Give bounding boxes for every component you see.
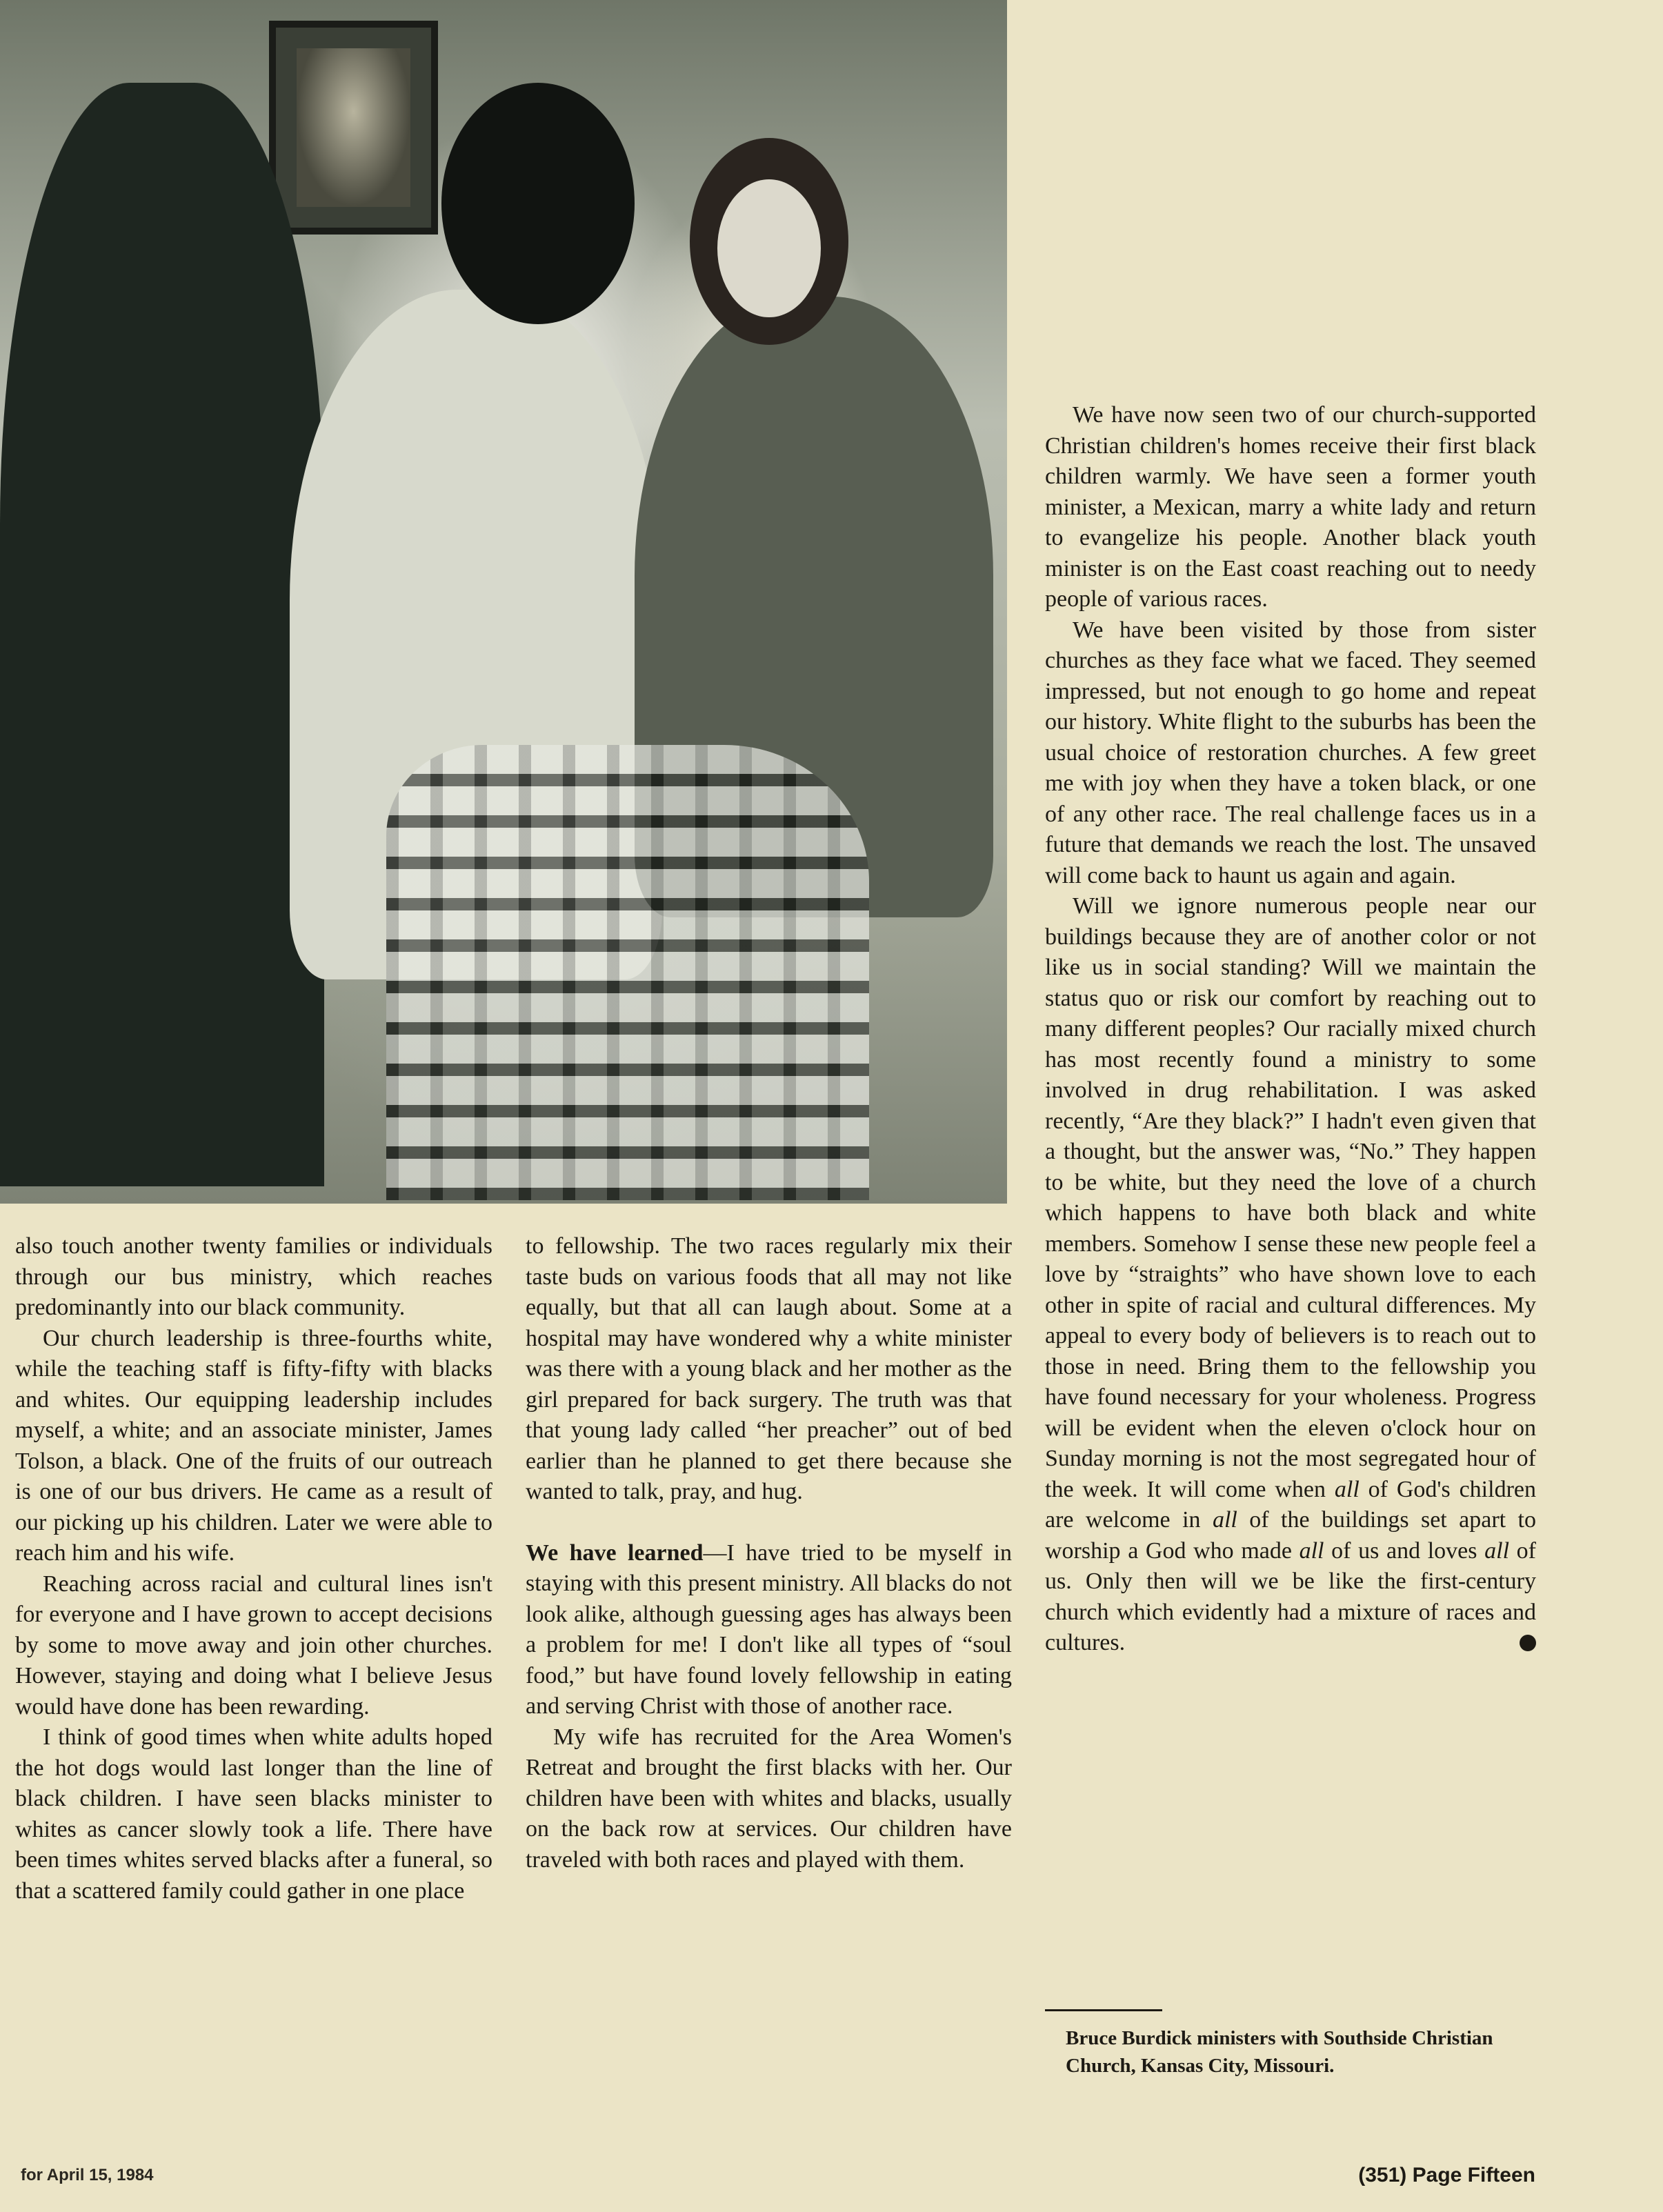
end-of-article-bullet-icon <box>1520 1635 1536 1651</box>
article-photo <box>0 0 1007 1204</box>
paragraph: also touch another twenty families or individuals through our bus ministry, which reaches predominantly into our black community. <box>15 1233 492 1320</box>
middle-column <box>526 1231 1012 1875</box>
left-column <box>15 1231 492 1906</box>
paragraph-we-have-learned <box>526 1538 1012 1722</box>
paragraph: I think of good times when white adults hoped the hot dogs would last longer than the line of black children. I have seen blacks minister to whites as cancer slowly took a life. There have been times whites served blacks after a funeral, so that a scattered family could gather in one place <box>15 1724 492 1904</box>
emphasis: all <box>1299 1537 1324 1564</box>
paragraph: We have now seen two of our church-supported Christian children's homes receive their first black children warmly. We have seen a former youth minister, a Mexican, marry a white lady and return to evangelize his people. Another black youth minister is on the East coast reaching out to needy people of various races. <box>1045 402 1536 612</box>
right-column <box>1045 400 1536 1659</box>
subhead: We have learned <box>526 1540 704 1566</box>
man-head <box>441 83 635 324</box>
emphasis: all <box>1212 1507 1237 1533</box>
woman-face <box>717 179 821 317</box>
text-run: of us. Only then will we be like the first-century church which evidently had a mixture of races and cultures. <box>1045 1537 1536 1655</box>
emphasis: all <box>1484 1537 1510 1564</box>
author-bio: Bruce Burdick ministers with Southside Christian Church, Kansas City, Missouri. <box>1066 2027 1493 2077</box>
text-run: of God's children are welcome in <box>1045 1476 1536 1533</box>
paragraph: to fellowship. The two races regularly mix their taste buds on various foods that all may not like equally, but that all can laugh about. Some at a hospital may have wondered why a white minister was there with a young black and her mother as the girl prepared for back surgery. The truth was that that young lady called “her preacher” out of bed earlier than he planned to get there because she wanted to talk, pray, and hug. <box>526 1233 1012 1504</box>
bio-divider <box>1045 2009 1162 2011</box>
paragraph-closing <box>1045 891 1536 1659</box>
wall-picture-frame <box>269 21 438 235</box>
page-number: (351) Page Fifteen <box>1358 2164 1535 2186</box>
issue-date: for April 15, 1984 <box>21 2166 154 2184</box>
person-left-silhouette <box>0 83 324 1186</box>
paragraph: Our church leadership is three-fourths white, while the teaching staff is fifty-fifty with blacks and whites. Our equipping leadership includes myself, a white; and an associate minister, James Tolson, a black. One of the fruits of our outreach is one of our bus drivers. He came as a result of our picking up his children. Later we were able to reach him and his wife. <box>15 1325 492 1566</box>
text-run: Will we ignore numerous people near our buildings because they are of another color or not like us in social standing? Will we maintain the status quo or risk our comfort by reaching out to many different peoples? Our racially mixed church has most recently found a ministry to some involved in drug rehabilitation. I was asked recently, “Are they black?” I hadn't even given that a thought, but the answer was, “No.” They happen to be white, but they need the love of a church which happens to have both black and white members. Somehow I sense these new people feel a love by “straights” who have shown love to each other in spite of racial and cultural differences. My appeal to every body of believers is to reach out to those in need. Bring them to the fellowship you have found necessary for your wholeness. Progress will be evident when the eleven o'clock hour on Sunday morning is not the most segregated hour of the week. It will come when <box>1045 893 1536 1502</box>
text-run: of the buildings set apart to worship a God who made <box>1045 1507 1536 1564</box>
paragraph: We have been visited by those from sister churches as they face what we faced. They seemed impressed, but not enough to go home and repeat our history. White flight to the suburbs has been the usual choice of restoration churches. A few greet me with joy when they have a token black, or one of any other race. The real challenge faces us in a future that demands we reach the lost. The unsaved will come back to haunt us again and again. <box>1045 617 1536 888</box>
emphasis: all <box>1334 1476 1360 1502</box>
plaid-skirt <box>386 745 869 1200</box>
paragraph: My wife has recruited for the Area Women's Retreat and brought the first blacks with her. Our children have been with whites and blacks, usually on the back row at services. Our children have traveled with both races and played with them. <box>526 1724 1012 1873</box>
paragraph-text: —I have tried to be myself in staying with this present ministry. All blacks do not look alike, although guessing ages has always been a problem for me! I don't like all types of “soul food,” but have found lovely fellowship in eating and serving Christ with those of another race. <box>526 1540 1012 1719</box>
paragraph: Reaching across racial and cultural lines isn't for everyone and I have grown to accept decisions by some to move away and join other churches. However, staying and doing what I believe Jesus would have done has been rewarding. <box>15 1571 492 1720</box>
text-run: of us and loves <box>1324 1537 1485 1564</box>
